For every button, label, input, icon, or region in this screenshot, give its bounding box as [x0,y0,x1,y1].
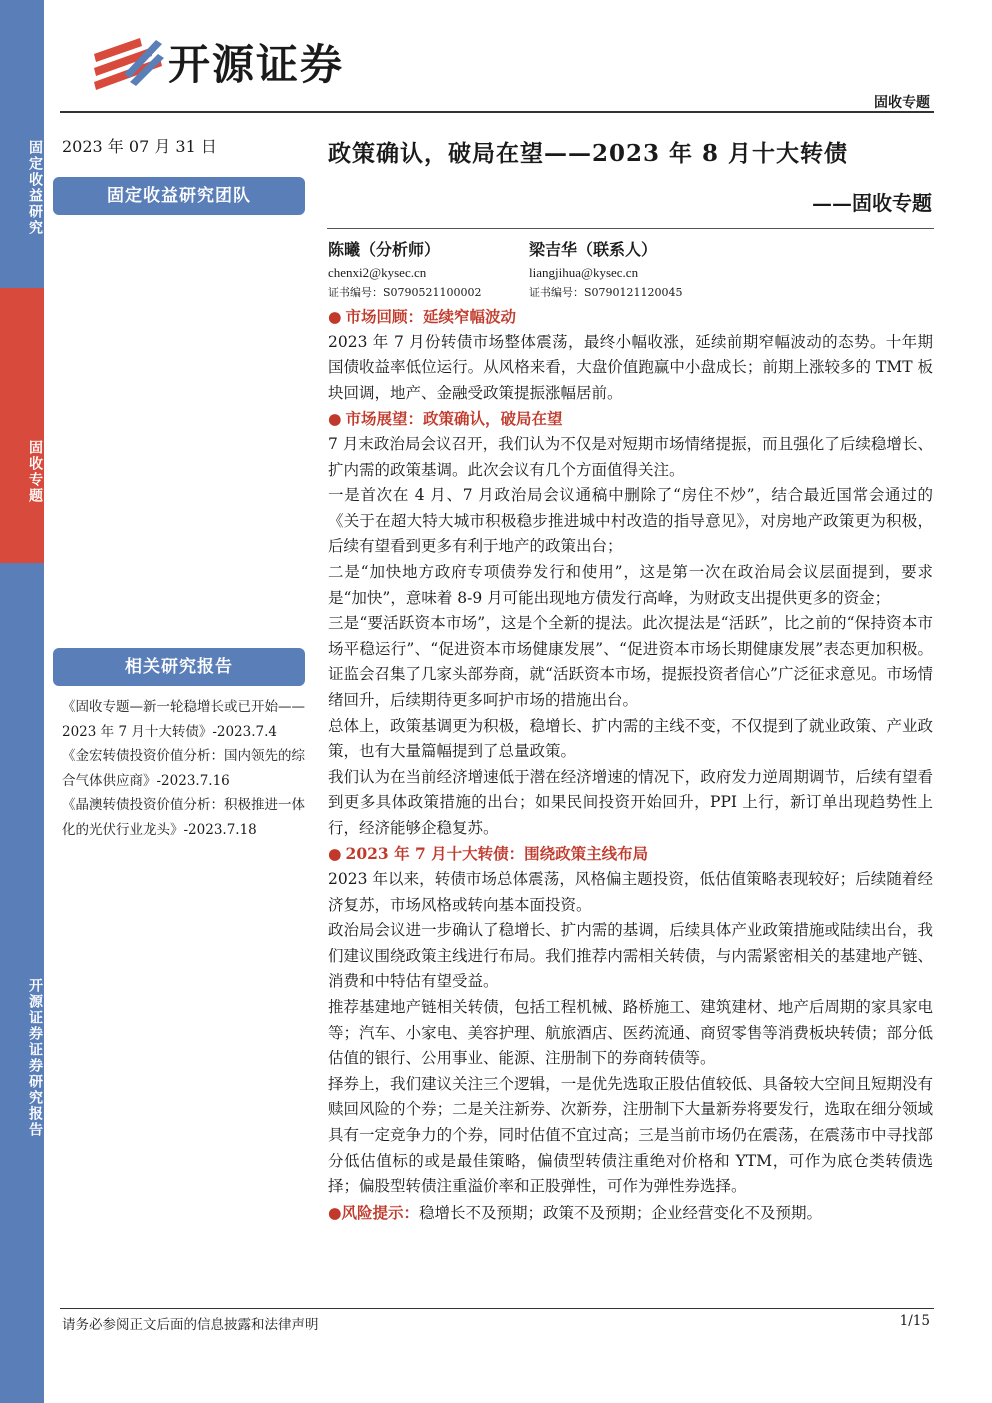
brand-name: 开源证券 [168,40,345,89]
bullet-icon: ● [328,307,342,326]
body-paragraph: 2023 年以来，转债市场总体震荡，风格偏主题投资，低估值策略表现较好；后续随着经济复苏，市场风格或转向基本面投资。 [328,870,933,914]
bullet-icon: ● [328,844,342,864]
body-paragraph: 政治局会议进一步确认了稳增长、扩内需的基调，后续具体产业政策措施或陆续出台，我们建议围绕政策主线进行布局。我们推荐内需相关转债，与内需紧密相关的基建地产链、消费和中特估有望受益。 [328,921,933,991]
related-report-item[interactable]: 《金宏转债投资价值分析：国内领先的综合气体供应商》-2023.7.16 [62,748,305,789]
author-cert: 证书编号：S0790121120045 [529,286,683,299]
related-report-item[interactable]: 《固收专题—新一轮稳增长或已开始——2023 年 7 月十大转债》-2023.7.4 [62,699,305,740]
related-reports-list [62,695,308,842]
risk-label: 风险提示： [341,1202,420,1222]
author-email[interactable]: chenxi2@kysec.cn [328,265,427,280]
sidebar-label-report: 开源证券证券研究报告 [0,563,44,1403]
author-name: 陈曦（分析师） [328,240,441,259]
header-topic-tag: 固收专题 [874,95,930,111]
body-paragraph: 我们认为在当前经济增速低于潜在经济增速的情况下，政府发力逆周期调节，后续有望看到更多具体政策措施的出台；如果民间投资开始回升，PPI 上行，新订单出现趋势性上行，经济能够企稳复苏。 [328,767,933,837]
related-reports-title-box: 相关研究报告 [53,648,305,686]
left-sidebar [0,0,44,1403]
team-title-box: 固定收益研究团队 [53,177,305,215]
author-block [529,238,683,302]
risk-text: 稳增长不及预期；政策不及预期；企业经营变化不及预期。 [419,1203,823,1222]
body-paragraph: 7 月末政治局会议召开，我们认为不仅是对短期市场情绪提振，而且强化了后续稳增长、扩内需的政策基调。此次会议有几个方面值得关注。 [328,434,933,479]
footer-disclaimer: 请务必参阅正文后面的信息披露和法律声明 [62,1317,319,1333]
risk-note [328,1200,933,1227]
body-paragraph: 择券上，我们建议关注三个逻辑，一是优先选取正股估值较低、具备较大空间且短期没有赎回风险的个券；二是关注新券、次新券，注册制下大量新券将要发行，选取在细分领域具有一定竞争力的个券，同时估值不宜过高；三是当前市场仍在震荡，在震荡市中寻找部分低估值标的或是最佳策略，偏债型转债注重绝对价格和 YTM，可作为底仓类转债选择；偏股型转债注重溢价率和正股弹性，可作为弹性券选择。 [328,1074,933,1196]
body-paragraph: 一是首次在 4 月、7 月政治局会议通稿中删除了“房住不炒”，结合最近国常会通过的《关于在超大特大城市积极稳步推进城中村改造的指导意见》，对房地产政策更为积极，后续有望看到更多有利于地产的政策出台； [328,486,933,556]
author-cert: 证书编号：S0790521100002 [328,286,482,299]
section-heading: ● 2023 年 7 月十大转债：围绕政策主线布局 [328,844,649,864]
title-divider [327,228,934,229]
footer-divider [60,1308,934,1309]
author-name: 梁吉华（联系人） [529,240,658,259]
section-heading: ● 市场回顾：延续窄幅波动 [328,307,517,326]
sidebar-label-fixed-income: 固定收益研究 [0,0,44,288]
author-block [328,238,482,302]
header-divider [60,111,934,113]
report-body [328,304,933,1226]
body-paragraph: 推荐基建地产链相关转债，包括工程机械、路桥施工、建筑建材、地产后周期的家具家电等；汽车、小家电、美容护理、航旅酒店、医药流通、商贸零售等消费板块转债；部分低估值的银行、公用事业、能源、注册制下的券商转债等。 [328,998,933,1068]
related-report-item[interactable]: 《晶澳转债投资价值分析：积极推进一体化的光伏行业龙头》-2023.7.18 [62,797,305,838]
report-title: 政策确认，破局在望——2023 年 8 月十大转债 [328,140,849,167]
bullet-icon: ● [328,409,342,429]
body-paragraph: 二是“加快地方政府专项债券发行和使用”，这是第一次在政治局会议层面提到，要求是“加快”，意味着 8-9 月可能出现地方债发行高峰，为财政支出提供更多的资金； [328,562,933,607]
body-paragraph: 三是“要活跃资本市场”，这是个全新的提法。此次提法是“活跃”，比之前的“保持资本市场平稳运行”、“促进资本市场健康发展”、“促进资本市场长期健康发展”表态更加积极。证监会召集了几家头部券商，就“活跃资本市场，提振投资者信心”广泛征求意见。市场情绪回升，后续期待更多呵护市场的措施出台。 [328,614,933,709]
bullet-icon: ● [328,1202,342,1222]
report-date: 2023 年 07 月 31 日 [62,137,217,156]
author-email[interactable]: liangjihua@kysec.cn [529,265,639,280]
sidebar-label-topic: 固收专题 [0,288,44,563]
section-heading: ● 市场展望：政策确认，破局在望 [328,409,563,429]
body-paragraph: 总体上，政策基调更为积极，稳增长、扩内需的主线不变，不仅提到了就业政策、产业政策，也有大量篇幅提到了总量政策。 [328,716,933,761]
body-paragraph: 2023 年 7 月份转债市场整体震荡，最终小幅收涨，延续前期窄幅波动的态势。十年期国债收益率低位运行。从风格来看，大盘价值跑赢中小盘成长；前期上涨较多的 TMT 板块回调，地产、金融受政策提振涨幅居前。 [328,332,933,402]
page-number: 1/15 [899,1313,930,1329]
report-subtitle: ——固收专题 [812,191,932,215]
